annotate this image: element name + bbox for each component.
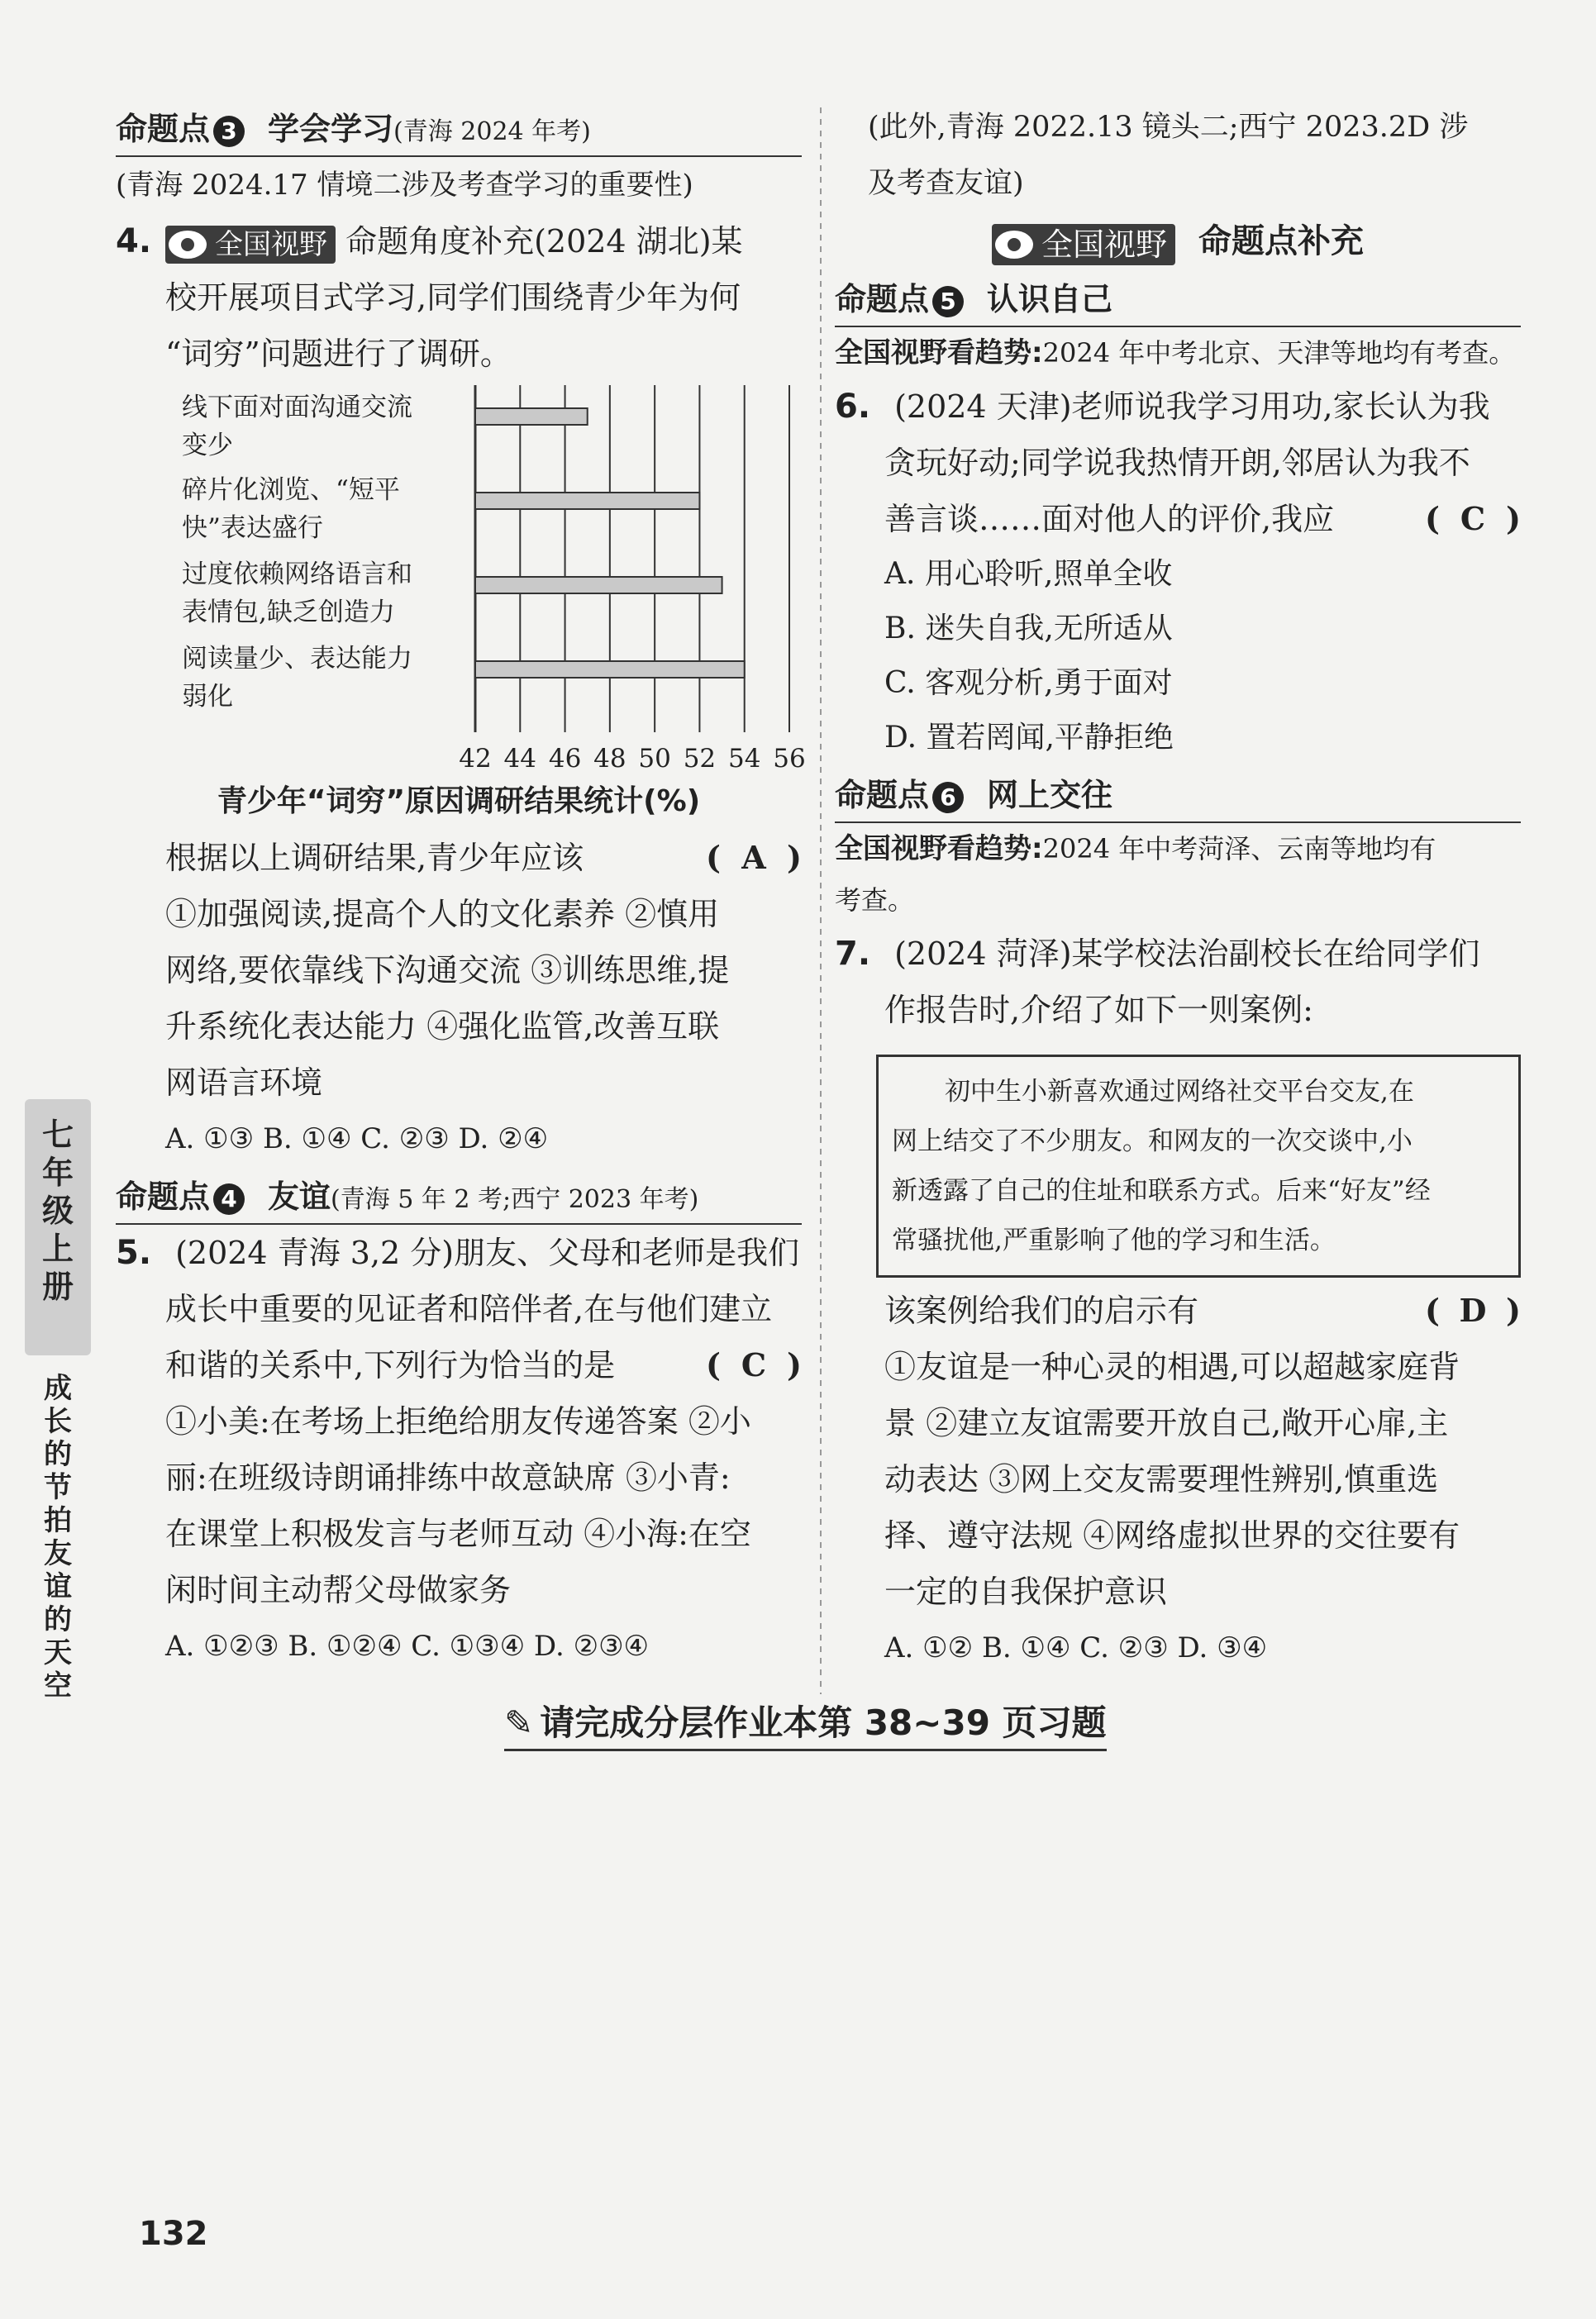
question-stem: 该案例给我们的启示有 — [884, 1293, 1199, 1329]
topic-point-source: (青海 2024 年考) — [393, 117, 591, 146]
topic-point-label: 命题点 — [835, 777, 930, 813]
topic-point-title: 网上交往 — [987, 777, 1113, 813]
option-line: ①加强阅读,提高个人的文化素养 ②慎用 — [165, 896, 720, 932]
category-line: 快”表达盛行 — [182, 513, 323, 543]
option-line: 动表达 ③网上交友需要理性辨别,慎重选 — [884, 1461, 1439, 1498]
option-line: 网语言环境 — [165, 1064, 323, 1101]
trend-text: 考查。 — [835, 884, 915, 916]
supplement-title: 命题点补充 — [1198, 222, 1365, 260]
badge-label: 全国视野 — [1041, 226, 1167, 263]
chart-bar — [475, 408, 588, 425]
q7-line-1 — [835, 926, 1521, 982]
survey-bar-chart — [165, 385, 806, 774]
case-line: 初中生小新喜欢通过网络社交平台交友,在 — [945, 1077, 1414, 1107]
category-line: 变少 — [182, 431, 233, 460]
answer-letter: C — [1460, 500, 1486, 537]
option-line: ①小美:在考场上拒绝给朋友传递答案 ②小 — [165, 1403, 751, 1440]
question-number: 6. — [835, 388, 871, 426]
case-line: 网上结交了不少朋友。和网友的一次交谈中,小 — [892, 1126, 1413, 1156]
q5-stem — [116, 1337, 802, 1393]
pencil-icon: ✎ — [504, 1702, 534, 1743]
trend-text: 2024 年中考菏泽、云南等地均有 — [1042, 833, 1436, 864]
category-line: 表情包,缺乏创造力 — [182, 598, 395, 627]
chapter-sidebar — [25, 1099, 91, 1702]
option-line: 丽:在班级诗朗诵排练中故意缺席 ③小青: — [165, 1459, 731, 1496]
continuation-note: (此外,青海 2022.13 镜头二;西宁 2023.2D 涉 — [868, 111, 1469, 144]
q5-line-1 — [116, 1225, 802, 1281]
trend-text: 2024 年中考北京、天津等地均有考查。 — [1042, 337, 1516, 369]
topic-point-5-header — [835, 273, 1521, 327]
question-stem: 根据以上调研结果,青少年应该 — [165, 840, 584, 876]
trend-5 — [835, 327, 1521, 379]
q7-text: 作报告时,介绍了如下一则案例: — [884, 992, 1313, 1028]
grade-text: 七年级上册 — [41, 1117, 74, 1305]
case-line: 常骚扰他,严重影响了他的学习和生活。 — [892, 1226, 1336, 1255]
question-number: 5. — [116, 1234, 152, 1272]
answer-bracket: ( C ) — [1425, 491, 1521, 547]
category-line: 线下面对面沟通交流 — [182, 393, 412, 422]
chart-tick-label: 46 — [548, 744, 582, 774]
option-line: 升系统化表达能力 ④强化监管,改善互联 — [165, 1008, 720, 1045]
chart-tick-label: 48 — [593, 744, 626, 774]
continuation-note: 及考查友谊) — [868, 167, 1024, 200]
q4-intro-text: 命题角度补充(2024 湖北)某 — [336, 223, 743, 260]
option-line: D. 置若罔闻,平静拒绝 — [884, 721, 1174, 755]
choices-line: A. ①③ B. ①④ C. ②③ D. ②④ — [165, 1122, 549, 1155]
option-line: B. 迷失自我,无所适从 — [884, 612, 1173, 645]
topic-point-title: 认识自己 — [987, 281, 1113, 317]
trend-label: 全国视野看趋势: — [835, 832, 1043, 865]
option-line: A. 用心聆听,照单全收 — [884, 557, 1173, 591]
chart-tick-label: 52 — [683, 744, 717, 774]
option-line: 一定的自我保护意识 — [884, 1574, 1168, 1610]
answer-letter: A — [741, 839, 766, 876]
answer-bracket: ( D ) — [1425, 1283, 1521, 1339]
option-line: 在课堂上积极发言与老师互动 ④小海:在空 — [165, 1516, 751, 1552]
category-line: 过度依赖网络语言和 — [182, 560, 412, 589]
point3-note: (青海 2024.17 情境二涉及考查学习的重要性) — [116, 169, 693, 202]
chart-tick-label: 42 — [459, 744, 492, 774]
q6-line-1 — [835, 379, 1521, 435]
case-box — [876, 1055, 1521, 1278]
answer-bracket: ( A ) — [706, 830, 802, 886]
eye-icon — [169, 231, 207, 259]
topic-point-4-header — [116, 1170, 802, 1225]
topic-point-title: 友谊 — [268, 1179, 331, 1215]
topic-point-6-header — [835, 769, 1521, 823]
q5-text: (2024 青海 3,2 分)朋友、父母和老师是我们 — [165, 1235, 800, 1271]
question-stem: 善言谈……面对他人的评价,我应 — [884, 501, 1335, 537]
question-stem: 和谐的关系中,下列行为恰当的是 — [165, 1347, 616, 1383]
unit-title — [25, 1372, 91, 1702]
category-line: 阅读量少、表达能力 — [182, 644, 412, 674]
option-line: 闲时间主动帮父母做家务 — [165, 1572, 512, 1608]
chart-tick-label: 54 — [727, 744, 761, 774]
option-line: 景 ②建立友谊需要开放自己,敞开心扉,主 — [884, 1405, 1449, 1441]
q4-intro-text: 校开展项目式学习,同学们围绕青少年为何 — [165, 279, 741, 316]
answer-bracket: ( C ) — [706, 1337, 802, 1393]
chart-bar — [475, 661, 745, 678]
topic-point-title: 学会学习 — [268, 111, 394, 147]
topic-point-source: (青海 5 年 2 考;西宁 2023 年考) — [331, 1185, 699, 1214]
chart-bar — [475, 493, 699, 509]
homework-footer — [504, 1696, 1107, 1751]
q6-text: 贪玩好动;同学说我热情开朗,邻居认为我不 — [884, 445, 1470, 481]
q4-intro-text: “词穷”问题进行了调研。 — [165, 336, 512, 372]
eye-icon — [995, 231, 1033, 259]
chart-bar — [475, 577, 722, 593]
q4-line-1 — [116, 213, 802, 269]
chart-plot-area — [165, 385, 810, 774]
q6-text: (2024 天津)老师说我学习用功,家长认为我 — [884, 388, 1490, 425]
topic-point-number: 5 — [932, 286, 964, 317]
chart-tick-label: 50 — [638, 744, 671, 774]
grade-tab — [25, 1099, 91, 1355]
q4-stem — [116, 830, 802, 886]
badge-label: 全国视野 — [215, 227, 327, 261]
choices-line: A. ①② B. ①④ C. ②③ D. ③④ — [884, 1631, 1268, 1664]
option-line: 网络,要依靠线下沟通交流 ③训练思维,提 — [165, 952, 730, 988]
column-divider — [820, 107, 822, 1694]
trend-6 — [835, 823, 1521, 926]
q7-stem — [835, 1283, 1521, 1339]
option-line: C. 客观分析,勇于面对 — [884, 666, 1173, 700]
right-column — [835, 99, 1521, 1676]
topic-point-number: 6 — [932, 782, 964, 813]
chart-caption: 青少年“词穷”原因调研结果统计(%) — [217, 784, 701, 818]
left-column — [116, 99, 806, 1674]
category-line: 碎片化浏览、“短平 — [182, 475, 400, 505]
answer-letter: C — [741, 1346, 767, 1383]
q5-text: 成长中重要的见证者和陪伴者,在与他们建立 — [165, 1291, 773, 1327]
chart-tick-label: 56 — [773, 744, 806, 774]
unit-text: 成长的节拍 友谊的天空 — [44, 1372, 72, 1702]
trend-label: 全国视野看趋势: — [835, 336, 1043, 369]
topic-point-number: 4 — [213, 1183, 245, 1215]
topic-point-3-header — [116, 102, 802, 157]
case-line: 新透露了自己的住址和联系方式。后来“好友”经 — [892, 1176, 1431, 1206]
national-view-badge — [165, 226, 336, 264]
footer-text: 请完成分层作业本第 38~39 页习题 — [540, 1702, 1107, 1743]
supplement-header — [835, 213, 1521, 269]
question-number: 4. — [116, 222, 152, 260]
page-number: 132 — [139, 2215, 208, 2253]
option-line: 择、遵守法规 ④网络虚拟世界的交往要有 — [884, 1517, 1460, 1554]
topic-point-label: 命题点 — [116, 111, 211, 147]
category-line: 弱化 — [182, 682, 233, 712]
q6-stem — [835, 491, 1521, 547]
topic-point-number: 3 — [213, 116, 245, 147]
q7-text: (2024 菏泽)某学校法治副校长在给同学们 — [884, 936, 1480, 972]
chart-tick-label: 44 — [503, 744, 537, 774]
question-number: 7. — [835, 935, 871, 973]
choices-line: A. ①②③ B. ①②④ C. ①③④ D. ②③④ — [165, 1630, 650, 1663]
answer-letter: D — [1459, 1292, 1487, 1329]
option-line: ①友谊是一种心灵的相遇,可以超越家庭背 — [884, 1349, 1460, 1385]
topic-point-label: 命题点 — [835, 281, 930, 317]
national-view-badge — [992, 224, 1175, 265]
topic-point-label: 命题点 — [116, 1179, 211, 1215]
